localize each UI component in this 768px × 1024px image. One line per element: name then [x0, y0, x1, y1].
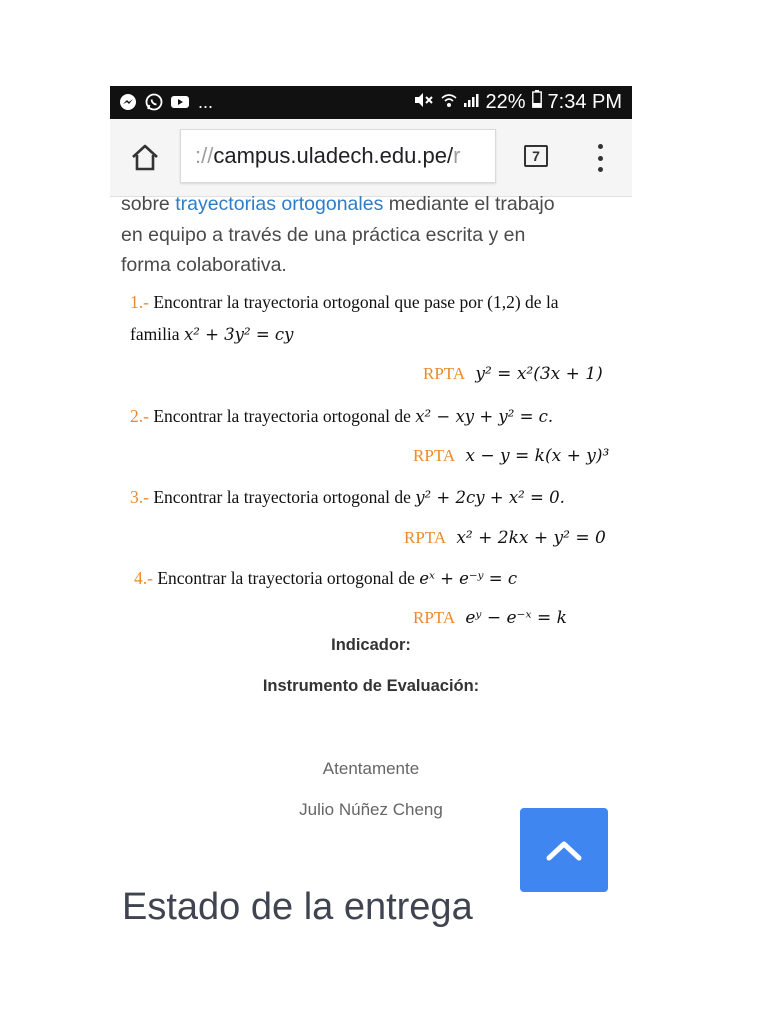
url-scheme: :// — [195, 143, 214, 168]
status-indicators — [413, 90, 622, 114]
exercise-number: 4.- — [134, 568, 153, 588]
closing-text: Atentamente — [322, 759, 420, 778]
intro-text-1: mediante el trabajo — [383, 193, 555, 215]
answer-equation: x² + 2kx + y² = 0 — [456, 528, 606, 548]
exercise-number: 1.- — [130, 292, 149, 312]
clock: 7:34 PM — [547, 90, 622, 113]
answer-3 — [404, 528, 606, 548]
tab-switcher-button[interactable]: 7 — [524, 145, 548, 167]
intro-paragraph — [121, 189, 621, 281]
trayectorias-link[interactable]: trayectorias ortogonales — [175, 193, 384, 215]
exercise-number: 2.- — [130, 406, 149, 426]
exercise-text: Encontrar la trayectoria ortogonal que pase por (1,2) de la — [153, 292, 559, 312]
notification-icons — [118, 92, 213, 112]
home-icon[interactable] — [130, 143, 160, 173]
mute-icon — [413, 91, 435, 114]
youtube-icon — [170, 92, 190, 112]
exercise-2 — [130, 406, 553, 427]
instrumento-label: Instrumento de Evaluación: — [262, 677, 480, 695]
rpta-label: RPTA — [413, 446, 456, 465]
intro-text-2: en equipo a través de una práctica escrita y en — [121, 223, 526, 246]
answer-2 — [413, 446, 609, 466]
exercise-equation: y² + 2cy + x² = 0. — [415, 488, 565, 507]
exercise-3 — [130, 487, 565, 508]
more-notifications: ... — [198, 92, 214, 112]
author-name: Julio Núñez Cheng — [299, 800, 443, 819]
indicador-label: Indicador: — [331, 636, 411, 654]
exercise-equation: eˣ + e⁻ʸ = c — [419, 569, 518, 588]
intro-prefix: sobre — [121, 193, 176, 215]
exercise-equation: x² − xy + y² = c. — [415, 407, 554, 426]
status-bar — [110, 86, 632, 119]
exercise-1-line-2 — [130, 324, 293, 345]
answer-equation: eʸ − e⁻ˣ = k — [465, 608, 567, 628]
signal-icon — [463, 91, 479, 114]
chevron-up-icon — [544, 837, 584, 863]
exercise-number: 3.- — [130, 487, 149, 507]
exercise-4 — [134, 568, 517, 589]
exercise-equation: x² + 3y² = cy — [183, 325, 294, 344]
scroll-to-top-button[interactable] — [520, 808, 608, 892]
battery-icon — [532, 90, 542, 114]
exercise-text: Encontrar la trayectoria ortogonal de — [153, 406, 411, 426]
whatsapp-icon — [144, 92, 164, 112]
answer-equation: x − y = k(x + y)³ — [465, 446, 610, 466]
browser-toolbar — [110, 119, 632, 197]
rpta-label: RPTA — [413, 608, 456, 627]
answer-equation: y² = x²(3x + 1) — [475, 364, 603, 384]
rpta-label: RPTA — [404, 528, 447, 547]
exercise-text-2: familia — [130, 324, 180, 344]
url-bar[interactable] — [180, 129, 496, 183]
messenger-icon — [118, 92, 138, 112]
battery-percent: 22% — [485, 90, 526, 113]
section-heading: Estado de la entrega — [122, 886, 473, 928]
overflow-menu-icon[interactable] — [590, 144, 610, 172]
rpta-label: RPTA — [423, 364, 466, 383]
exercise-text: Encontrar la trayectoria ortogonal de — [153, 487, 411, 507]
wifi-icon — [441, 91, 457, 114]
url-tail: r — [453, 143, 461, 168]
answer-1 — [423, 364, 603, 384]
exercise-text: Encontrar la trayectoria ortogonal de — [157, 568, 415, 588]
intro-text-3: forma colaborativa. — [121, 254, 287, 276]
answer-4 — [413, 608, 567, 628]
url-host: campus.uladech.edu.pe/ — [213, 143, 454, 168]
exercise-1 — [130, 292, 559, 313]
